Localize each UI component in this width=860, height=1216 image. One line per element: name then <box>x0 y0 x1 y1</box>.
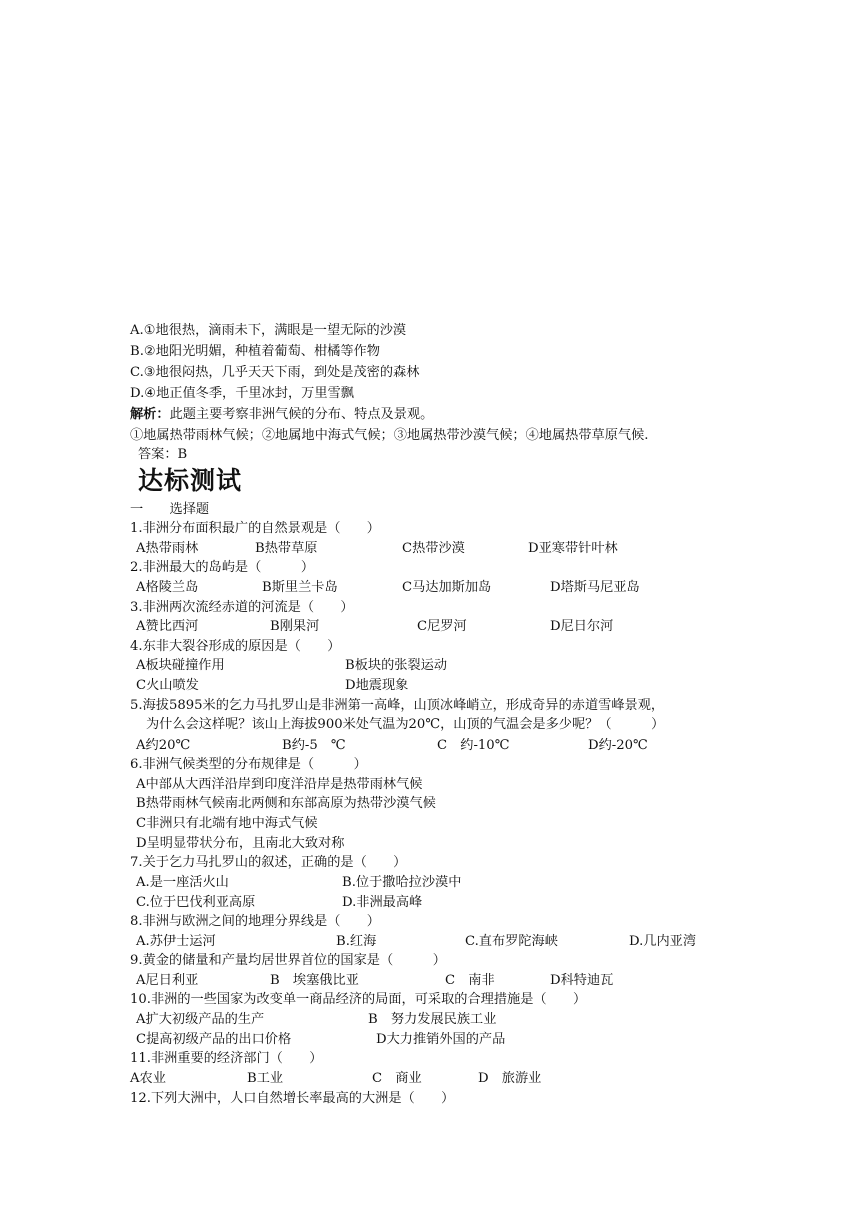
question-3-option-a: A赞比西河 <box>136 619 199 634</box>
question-10-option-a: A扩大初级产品的生产 <box>136 1012 265 1027</box>
question-3-stem: 3.非洲两次流经赤道的河流是（ ） <box>130 600 354 615</box>
example-option-c: C.③地很闷热，几乎天天下雨，到处是茂密的森林 <box>130 365 420 380</box>
question-3-option-d: D尼日尔河 <box>550 619 614 634</box>
question-2-stem: 2.非洲最大的岛屿是（ ） <box>130 560 315 575</box>
question-4-option-a: A板块碰撞作用 <box>136 658 225 673</box>
question-10-stem: 10.非洲的一些国家为改变单一商品经济的局面，可采取的合理措施是（ ） <box>130 992 587 1007</box>
question-8-stem: 8.非洲与欧洲之间的地理分界线是（ ） <box>130 914 380 929</box>
example-option-b: B.②地阳光明媚，种植着葡萄、柑橘等作物 <box>130 344 380 359</box>
question-11-option-b: B工业 <box>247 1071 284 1086</box>
analysis-line <box>130 405 433 424</box>
question-8-option-c: C.直布罗陀海峡 <box>465 934 558 949</box>
question-11-option-d: D 旅游业 <box>478 1071 542 1086</box>
question-5-option-d: D约-20℃ <box>588 738 648 753</box>
example-answer: 答案：B <box>138 447 188 462</box>
question-3-option-c: C尼罗河 <box>417 619 467 634</box>
question-7-option-c: C.位于巴伐利亚高原 <box>136 895 256 910</box>
question-11-option-c: C 商业 <box>372 1071 422 1086</box>
question-3-option-b: B刚果河 <box>270 619 320 634</box>
analysis-detail: ①地属热带雨林气候；②地属地中海式气候；③地属热带沙漠气候；④地属热带草原气候. <box>130 428 649 443</box>
question-10-option-d: D大力推销外国的产品 <box>376 1032 506 1047</box>
question-1-option-b: B热带草原 <box>255 541 318 556</box>
question-5-stem-continued: 为什么会这样呢？该山上海拔900米处气温为20℃，山顶的气温会是多少呢？（ ） <box>146 717 665 732</box>
question-5-option-c: C 约-10℃ <box>437 738 510 753</box>
question-9-option-a: A尼日利亚 <box>136 973 199 988</box>
question-11-stem: 11.非洲重要的经济部门（ ） <box>130 1051 323 1066</box>
question-5-stem: 5.海拔5895米的乞力马扎罗山是非洲第一高峰，山顶冰峰峭立，形成奇异的赤道雪峰景观， <box>130 698 665 713</box>
question-8-option-d: D.几内亚湾 <box>629 934 697 949</box>
question-11-option-a: A农业 <box>130 1071 166 1086</box>
question-1-option-a: A热带雨林 <box>136 541 199 556</box>
question-4-stem: 4.东非大裂谷形成的原因是（ ） <box>130 639 341 654</box>
question-7-option-a: A.是一座活火山 <box>136 875 229 890</box>
question-10-option-c: C提高初级产品的出口价格 <box>136 1032 292 1047</box>
question-1-option-c: C热带沙漠 <box>402 541 465 556</box>
question-5-option-a: A约20℃ <box>136 738 191 753</box>
question-1-stem: 1.非洲分布面积最广的自然景观是（ ） <box>130 521 380 536</box>
question-6-option-d: D呈明显带状分布，且南北大致对称 <box>136 836 345 851</box>
question-12-stem: 12.下列大洲中，人口自然增长率最高的大洲是（ ） <box>130 1091 455 1106</box>
question-4-option-c: C火山喷发 <box>136 678 199 693</box>
section-title: 达标测试 <box>138 466 243 495</box>
question-6-option-c: C非洲只有北端有地中海式气候 <box>136 816 318 831</box>
subsection-title: 一 选择题 <box>130 502 210 517</box>
question-10-option-b: B 努力发展民族工业 <box>368 1012 497 1027</box>
question-4-option-d: D地震现象 <box>345 678 409 693</box>
question-2-option-a: A格陵兰岛 <box>136 580 199 595</box>
question-7-stem: 7.关于乞力马扎罗山的叙述，正确的是（ ） <box>130 855 407 870</box>
example-option-d: D.④地正值冬季，千里冰封，万里雪飘 <box>130 386 354 401</box>
question-5-option-b: B约-5 ℃ <box>282 738 346 753</box>
question-4-option-b: B板块的张裂运动 <box>345 658 448 673</box>
question-9-option-c: C 南非 <box>445 973 495 988</box>
question-9-option-b: B 埃塞俄比亚 <box>270 973 359 988</box>
question-2-option-d: D塔斯马尼亚岛 <box>550 580 640 595</box>
question-2-option-c: C马达加斯加岛 <box>402 580 492 595</box>
analysis-label: 解析： <box>130 407 170 422</box>
question-6-option-a: A中部从大西洋沿岸到印度洋沿岸是热带雨林气候 <box>136 777 423 792</box>
question-8-option-a: A.苏伊士运河 <box>136 934 216 949</box>
question-1-option-d: D亚寒带针叶林 <box>528 541 618 556</box>
example-option-a: A.①地很热，滴雨未下，满眼是一望无际的沙漠 <box>130 323 407 338</box>
question-6-option-b: B热带雨林气候南北两侧和东部高原为热带沙漠气候 <box>136 796 436 811</box>
question-7-option-b: B.位于撒哈拉沙漠中 <box>342 875 462 890</box>
question-6-stem: 6.非洲气候类型的分布规律是（ ） <box>130 757 367 772</box>
question-9-stem: 9.黄金的储量和产量均居世界首位的国家是（ ） <box>130 953 446 968</box>
question-7-option-d: D.非洲最高峰 <box>342 895 423 910</box>
analysis-text: 此题主要考察非洲气候的分布、特点及景观。 <box>169 407 434 422</box>
question-8-option-b: B.红海 <box>336 934 377 949</box>
question-2-option-b: B斯里兰卡岛 <box>262 580 338 595</box>
question-9-option-d: D科特迪瓦 <box>550 973 614 988</box>
